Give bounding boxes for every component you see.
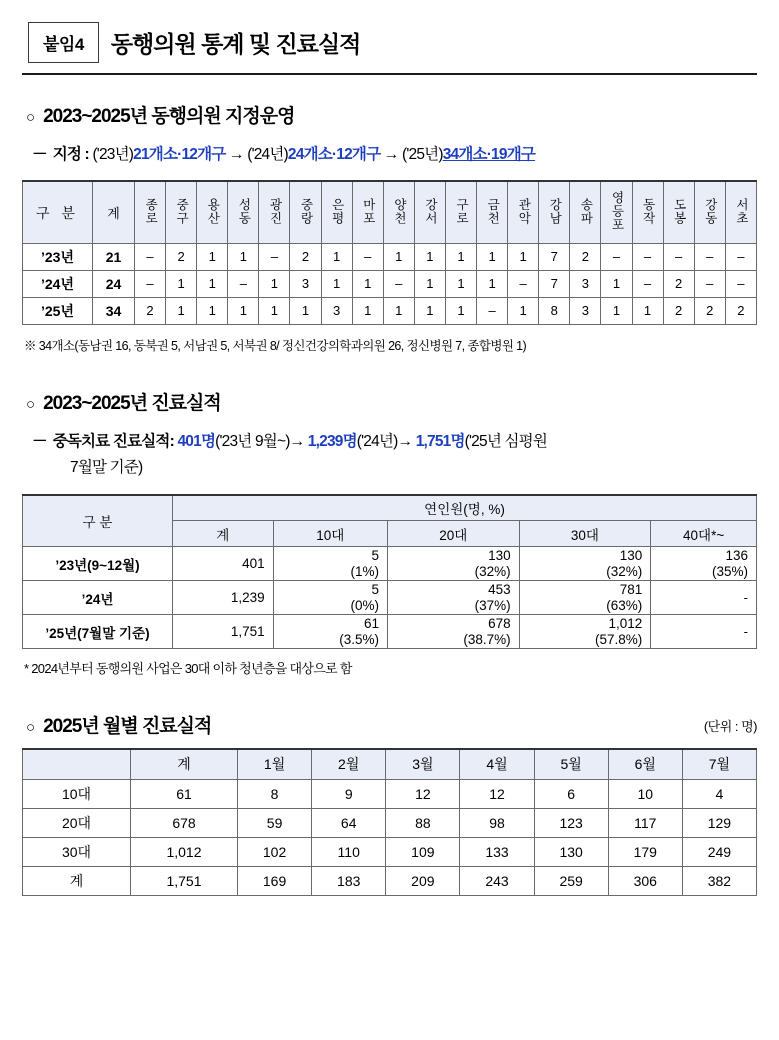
section1-sub-arrow1: → [229, 146, 244, 163]
cell: 8 [539, 297, 570, 324]
row-label: 계 [23, 866, 131, 895]
cell: 3 [290, 270, 321, 297]
col-header-jan: 1월 [238, 749, 312, 779]
row-total: 24 [93, 270, 135, 297]
section2-heading [26, 388, 757, 415]
document-header [22, 18, 757, 75]
dash-marker: － [32, 146, 47, 163]
district-designation-table [22, 180, 757, 325]
cell: 123 [534, 808, 608, 837]
cell: – [725, 243, 756, 270]
col-header-district-8: 양천 [383, 181, 414, 243]
cell: – [632, 243, 663, 270]
cell: 1 [601, 270, 632, 297]
cell: 9 [312, 779, 386, 808]
cell: 1 [477, 243, 508, 270]
cell: 1 [197, 270, 228, 297]
col-header-forties-plus: 40대*~ [651, 521, 757, 547]
cell: – [694, 243, 725, 270]
cell: 1 [477, 270, 508, 297]
table-header-row [23, 181, 757, 243]
cell: 1 [321, 270, 352, 297]
cell: 1 [383, 243, 414, 270]
cell: 130 (32%) [519, 547, 651, 581]
section3-heading-text: 2025년 월별 진료실적 [43, 716, 212, 738]
cell: 1 [632, 297, 663, 324]
cell: 130 [534, 837, 608, 866]
cell: - [651, 615, 757, 649]
unit-note: (단위 : 명) [703, 719, 757, 735]
col-header-district-4: 광진 [259, 181, 290, 243]
section2-sub-v3: 1,751명 [415, 432, 465, 450]
cell: 1 [166, 270, 197, 297]
cell: – [632, 270, 663, 297]
cell: – [135, 243, 166, 270]
cell: – [508, 270, 539, 297]
cell: 3 [570, 297, 601, 324]
cell: 3 [321, 297, 352, 324]
page-title: 동행의원 통계 및 진료실적 [110, 31, 361, 57]
table-row [23, 615, 757, 649]
cell: 136 (35%) [651, 547, 757, 581]
col-header-district-7: 마포 [352, 181, 383, 243]
row-total: 401 [173, 547, 274, 581]
table-header-row [23, 749, 757, 779]
col-header-district-14: 송파 [570, 181, 601, 243]
cell: – [228, 270, 259, 297]
cell: 130 (32%) [387, 547, 519, 581]
cell: 1,012 (57.8%) [519, 615, 651, 649]
cell: 1 [414, 270, 445, 297]
cell: 7 [539, 243, 570, 270]
cell: 1 [321, 243, 352, 270]
section1-sub-p3: ('25년) [402, 146, 443, 163]
cell: 12 [386, 779, 460, 808]
cell: 1 [259, 297, 290, 324]
cell: 1 [166, 297, 197, 324]
cell: 5 (1%) [273, 547, 387, 581]
cell: 1 [352, 297, 383, 324]
bullet-icon: ○ [26, 395, 35, 413]
cell: 1 [352, 270, 383, 297]
cell: 1 [508, 243, 539, 270]
cell: 64 [312, 808, 386, 837]
row-label: ’25년 [23, 297, 93, 324]
cell: 453 (37%) [387, 581, 519, 615]
cell: – [601, 243, 632, 270]
cell: 1 [290, 297, 321, 324]
cell: 117 [608, 808, 682, 837]
col-header-feb: 2월 [312, 749, 386, 779]
section1-sub-v1: 21개소·12개구 [133, 146, 226, 163]
section1-sub-arrow2: → [383, 146, 399, 163]
col-header-total: 계 [131, 749, 238, 779]
table-row [23, 837, 757, 866]
cell: 306 [608, 866, 682, 895]
cell: – [725, 270, 756, 297]
col-header-district-11: 금천 [477, 181, 508, 243]
col-header-teens: 10대 [273, 521, 387, 547]
col-header-apr: 4월 [460, 749, 534, 779]
section2-sub-p1: ('23년 9월~)→ [215, 432, 305, 450]
section2-footnote: * 2024년부터 동행의원 사업은 30대 이하 청년층을 대상으로 함 [24, 661, 352, 677]
cell: – [663, 243, 694, 270]
cell: - [651, 581, 757, 615]
col-header-may: 5월 [534, 749, 608, 779]
section1-subline [32, 142, 757, 168]
section1-heading [26, 101, 757, 128]
cell: 243 [460, 866, 534, 895]
cell: 2 [135, 297, 166, 324]
cell: 102 [238, 837, 312, 866]
section2-sub-v1: 401명 [177, 432, 216, 450]
col-header-division: 구 분 [23, 181, 93, 243]
cell: 1 [197, 297, 228, 324]
cell: 8 [238, 779, 312, 808]
cell: 1 [228, 243, 259, 270]
row-total: 1,751 [173, 615, 274, 649]
row-total: 34 [93, 297, 135, 324]
cell: – [352, 243, 383, 270]
col-header-district-9: 강서 [414, 181, 445, 243]
dash-marker: － [32, 432, 47, 450]
row-total: 1,239 [173, 581, 274, 615]
cell: – [383, 270, 414, 297]
cell: 12 [460, 779, 534, 808]
cell: 249 [682, 837, 756, 866]
cell: 2 [290, 243, 321, 270]
cell: 5 (0%) [273, 581, 387, 615]
table-row [23, 808, 757, 837]
annual-treatment-table [22, 494, 757, 650]
section2-sub-line2: 7월말 기준) [70, 459, 143, 477]
col-header-district-16: 동작 [632, 181, 663, 243]
cell: 2 [166, 243, 197, 270]
col-header-district-15: 영등포 [601, 181, 632, 243]
section2-sub-p3: ('25년 심평원 [464, 432, 548, 450]
col-header-total: 계 [173, 521, 274, 547]
cell: 129 [682, 808, 756, 837]
section2-sub-p2: ('24년)→ [356, 432, 413, 450]
col-header-mar: 3월 [386, 749, 460, 779]
cell: – [135, 270, 166, 297]
row-label: ’23년(9~12월) [23, 547, 173, 581]
col-header-district-18: 강동 [694, 181, 725, 243]
row-label: ’25년(7월말 기준) [23, 615, 173, 649]
row-label: 10대 [23, 779, 131, 808]
cell: 1 [601, 297, 632, 324]
cell: 1 [259, 270, 290, 297]
cell: 61 [131, 779, 238, 808]
section1-sub-p2: ('24년) [247, 146, 288, 163]
cell: 1 [445, 270, 476, 297]
col-header-district-2: 용산 [197, 181, 228, 243]
row-label: 30대 [23, 837, 131, 866]
col-header-division: 구 분 [23, 495, 173, 547]
row-label: ’23년 [23, 243, 93, 270]
col-header-twenties: 20대 [387, 521, 519, 547]
cell: 1 [445, 243, 476, 270]
table-row [23, 547, 757, 581]
col-header-thirties: 30대 [519, 521, 651, 547]
row-label: ’24년 [23, 581, 173, 615]
cell: – [694, 270, 725, 297]
cell: 1,012 [131, 837, 238, 866]
section1-sub-label: 지정 : [52, 146, 89, 163]
row-label: ’24년 [23, 270, 93, 297]
cell: 110 [312, 837, 386, 866]
cell: 1 [508, 297, 539, 324]
section2-sub-label: 중독치료 진료실적: [52, 432, 174, 450]
cell: 3 [570, 270, 601, 297]
col-header-district-13: 강남 [539, 181, 570, 243]
col-header-district-19: 서초 [725, 181, 756, 243]
col-header-district-5: 중랑 [290, 181, 321, 243]
col-header-district-17: 도봉 [663, 181, 694, 243]
cell: 109 [386, 837, 460, 866]
cell: 382 [682, 866, 756, 895]
cell: 1,751 [131, 866, 238, 895]
bullet-icon: ○ [26, 719, 35, 737]
table-row [23, 581, 757, 615]
cell: – [259, 243, 290, 270]
section1-heading-text: 2023~2025년 동행의원 지정운영 [43, 106, 295, 127]
col-header-district-0: 종로 [135, 181, 166, 243]
table-row [23, 866, 757, 895]
cell: 133 [460, 837, 534, 866]
section2-subline [32, 429, 757, 482]
table-row [23, 779, 757, 808]
cell: 209 [386, 866, 460, 895]
row-total: 21 [93, 243, 135, 270]
cell: 61 (3.5%) [273, 615, 387, 649]
cell: 1 [197, 243, 228, 270]
col-header-district-6: 은평 [321, 181, 352, 243]
cell: 59 [238, 808, 312, 837]
col-header-district-3: 성동 [228, 181, 259, 243]
monthly-treatment-table [22, 748, 757, 896]
attachment-label: 붙임4 [28, 22, 99, 63]
row-label: 20대 [23, 808, 131, 837]
col-header-total: 계 [93, 181, 135, 243]
cell: 179 [608, 837, 682, 866]
section1-note: ※ 34개소(동남권 16, 동북권 5, 서남권 5, 서북권 8/ 정신건강의학과의원 26, 정신병원 7, 종합병원 1) [24, 338, 527, 353]
cell: 4 [682, 779, 756, 808]
cell: 169 [238, 866, 312, 895]
col-header-group: 연인원(명, %) [173, 495, 757, 521]
section1-sub-p1: ('23년) [92, 146, 134, 163]
cell: 1 [383, 297, 414, 324]
cell: 678 (38.7%) [387, 615, 519, 649]
col-header-district-12: 관악 [508, 181, 539, 243]
cell: – [477, 297, 508, 324]
cell: 1 [414, 297, 445, 324]
col-header-jul: 7월 [682, 749, 756, 779]
cell: 1 [414, 243, 445, 270]
cell: 678 [131, 808, 238, 837]
table-row [23, 297, 757, 324]
cell: 259 [534, 866, 608, 895]
section1-sub-v2: 24개소·12개구 [287, 146, 381, 163]
table-header-row [23, 495, 757, 521]
table-row [23, 270, 757, 297]
cell: 781 (63%) [519, 581, 651, 615]
col-header-district-10: 구로 [445, 181, 476, 243]
col-header-blank [23, 749, 131, 779]
cell: 1 [228, 297, 259, 324]
cell: 98 [460, 808, 534, 837]
cell: 10 [608, 779, 682, 808]
table-row [23, 243, 757, 270]
cell: 2 [663, 297, 694, 324]
col-header-district-1: 중구 [166, 181, 197, 243]
cell: 2 [570, 243, 601, 270]
section2-heading-text: 2023~2025년 진료실적 [43, 392, 221, 414]
bullet-icon: ○ [26, 109, 35, 126]
col-header-jun: 6월 [608, 749, 682, 779]
section3-heading-row [22, 711, 757, 738]
cell: 2 [694, 297, 725, 324]
section1-sub-v3: 34개소·19개구 [442, 146, 536, 163]
cell: 1 [445, 297, 476, 324]
cell: 183 [312, 866, 386, 895]
section3-heading [26, 711, 211, 738]
cell: 7 [539, 270, 570, 297]
cell: 6 [534, 779, 608, 808]
cell: 2 [725, 297, 756, 324]
cell: 88 [386, 808, 460, 837]
section2-sub-v2: 1,239명 [307, 432, 357, 450]
cell: 2 [663, 270, 694, 297]
